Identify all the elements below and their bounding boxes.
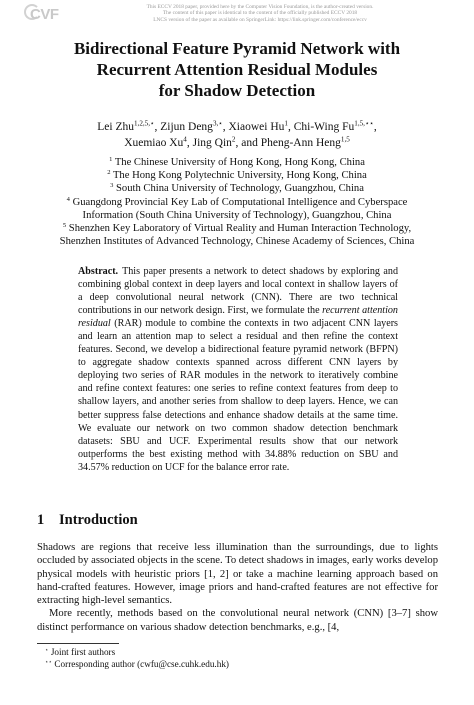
author-list [20, 119, 454, 151]
paper-title [20, 38, 454, 101]
affiliation-mark: 1 [109, 156, 113, 164]
author-name: Lei Zhu [97, 121, 134, 133]
notice-line: LNCS version of the paper as available on SpringerLink: https://link.springer.com/conference/eccv [153, 16, 367, 23]
affiliation-text: The Chinese University of Hong Kong, Hong Kong, China [114, 157, 365, 168]
abstract-text: This paper presents a network to detect shadows by exploring and combining global context in deep layers and local context in shallow layers of a deep convolutional neural network (CNN). There are two technical contributions in our network design. First, we formulate the [78, 266, 398, 317]
author-name: Xuemiao Xu [124, 137, 184, 149]
affiliation [20, 156, 454, 169]
affiliation-mark: 2 [107, 169, 111, 177]
affiliation-text: Shenzhen Key Laboratory of Virtual Reality and Human Interaction Technology, [68, 223, 412, 235]
author-affil-mark: 1,2,5,⋆ [133, 119, 155, 128]
affiliation [20, 196, 454, 209]
footnote [37, 658, 438, 670]
author-affil-mark: 1,5,⋆⋆ [354, 119, 374, 128]
footnote-text: Joint first authors [50, 647, 116, 657]
notice-line: This ECCV 2018 paper, provided here by the Computer Vision Foundation, is the author-created version. [146, 4, 374, 10]
section-number: 1 [37, 512, 45, 528]
affiliation-text: Shenzhen Institutes of Advanced Technology, Chinese Academy of Sciences, China [59, 236, 415, 248]
author-affil-mark: 1 [284, 119, 288, 128]
title-line: Bidirectional Feature Pyramid Network with [73, 39, 401, 58]
affiliation [20, 169, 454, 182]
author-name: and Pheng-Ann Heng [241, 137, 341, 149]
body-paragraph: Shadows are regions that receive less illumination than the surroundings, due to lights occluded by associated objects in the scene. To detect shadows in images, early works develop physical models with heuristic priors [1, 2] or take a machine learning approach based on hand-crafted features. However, image priors and hand-crafted features are not effective for extracting high-level semantics. [37, 542, 438, 607]
affiliation [20, 235, 454, 248]
footnote-mark: ⋆⋆ [45, 659, 53, 666]
footnote-divider [37, 643, 119, 644]
author-affil-mark: 1,5 [340, 135, 350, 144]
affiliation [20, 209, 454, 222]
author-name: Jing Qin [192, 137, 232, 149]
affiliation [20, 222, 454, 235]
affiliation-text: Guangdong Provincial Key Lab of Computational Intelligence and Cyberspace [72, 196, 408, 208]
footnote-mark: ⋆ [45, 647, 49, 654]
affiliation-mark: 5 [62, 222, 67, 230]
notice-line: The content of this paper is identical to the content of the officially published ECCV 2018 [162, 10, 358, 17]
cvf-logo: CVF [30, 6, 59, 23]
affiliation-text: South China University of Technology, Guangzhou, China [116, 183, 364, 195]
affiliation-list [20, 156, 454, 248]
body-paragraph: More recently, methods based on the convolutional neural network (CNN) [3–7] show distinct performance on various shadow detection benchmarks, e.g., [4, [37, 608, 438, 633]
author-line: Xuemiao Xu$^4$, Jing Qin$^2$, and Pheng-Ann Heng$^{1,5}$ [124, 135, 350, 149]
affiliation-mark: 3 [110, 182, 114, 190]
author-affil-mark: 3,⋆ [212, 119, 223, 128]
footnote [37, 646, 438, 658]
author-name: Zijun Deng [160, 121, 213, 133]
header-banner [0, 4, 474, 34]
abstract-emphasis: recurrent attention residual [78, 305, 398, 330]
abstract [78, 265, 398, 474]
title-line: for Shadow Detection [158, 81, 316, 100]
footnote-text: Corresponding author (cwfu@cse.cuhk.edu.hk) [54, 659, 229, 669]
section-title: Introduction [59, 512, 138, 528]
copyright-notice [110, 4, 410, 23]
author-affil-mark: 4 [183, 135, 187, 144]
abstract-label: Abstract. [78, 266, 119, 277]
abstract-text: (RAR) module to combine the contexts in two adjacent CNN layers and learn an attention map to select a residual and then refine the context features. Second, we develop a bidirectional feature pyramid network (BFPN) to aggregate shadow contexts spanned across different CNN layers by deploying two series of RAR modules in the network to iteratively combine and refine context features: one series to refine context features from deep to shallow layers, and another series from shallow to deep layers. Hence, we can better suppress false detections and enhance shadow details at the same time. We evaluate our network on two common shadow detection benchmark datasets: SBU and UCF. Experimental results show that our network outperforms the best existing method with 34.88% reduction on SBU and 34.57% reduction on UCF for the balance error rate. [78, 318, 398, 473]
affiliation-mark: 4 [66, 195, 70, 203]
section-body [37, 541, 438, 634]
section-heading [37, 511, 138, 529]
author-name: Chi-Wing Fu [293, 121, 355, 133]
author-name: Xiaowei Hu [228, 121, 285, 133]
title-line: Recurrent Attention Residual Modules [96, 60, 378, 79]
affiliation [20, 182, 454, 195]
affiliation-text: Information (South China University of Technology), Guangzhou, China [82, 209, 392, 221]
author-line: Lei Zhu$^{1,2,5,⋆}$, Zijun Deng$^{3,⋆}$, Xiaowei Hu$^1$, Chi-Wing $Fu^{1,5,⋆⋆}$, [97, 119, 377, 133]
author-affil-mark: 2 [231, 135, 236, 144]
affiliation-text: The Hong Kong Polytechnic University, Hong Kong, China [112, 170, 367, 182]
footnotes [37, 646, 438, 670]
